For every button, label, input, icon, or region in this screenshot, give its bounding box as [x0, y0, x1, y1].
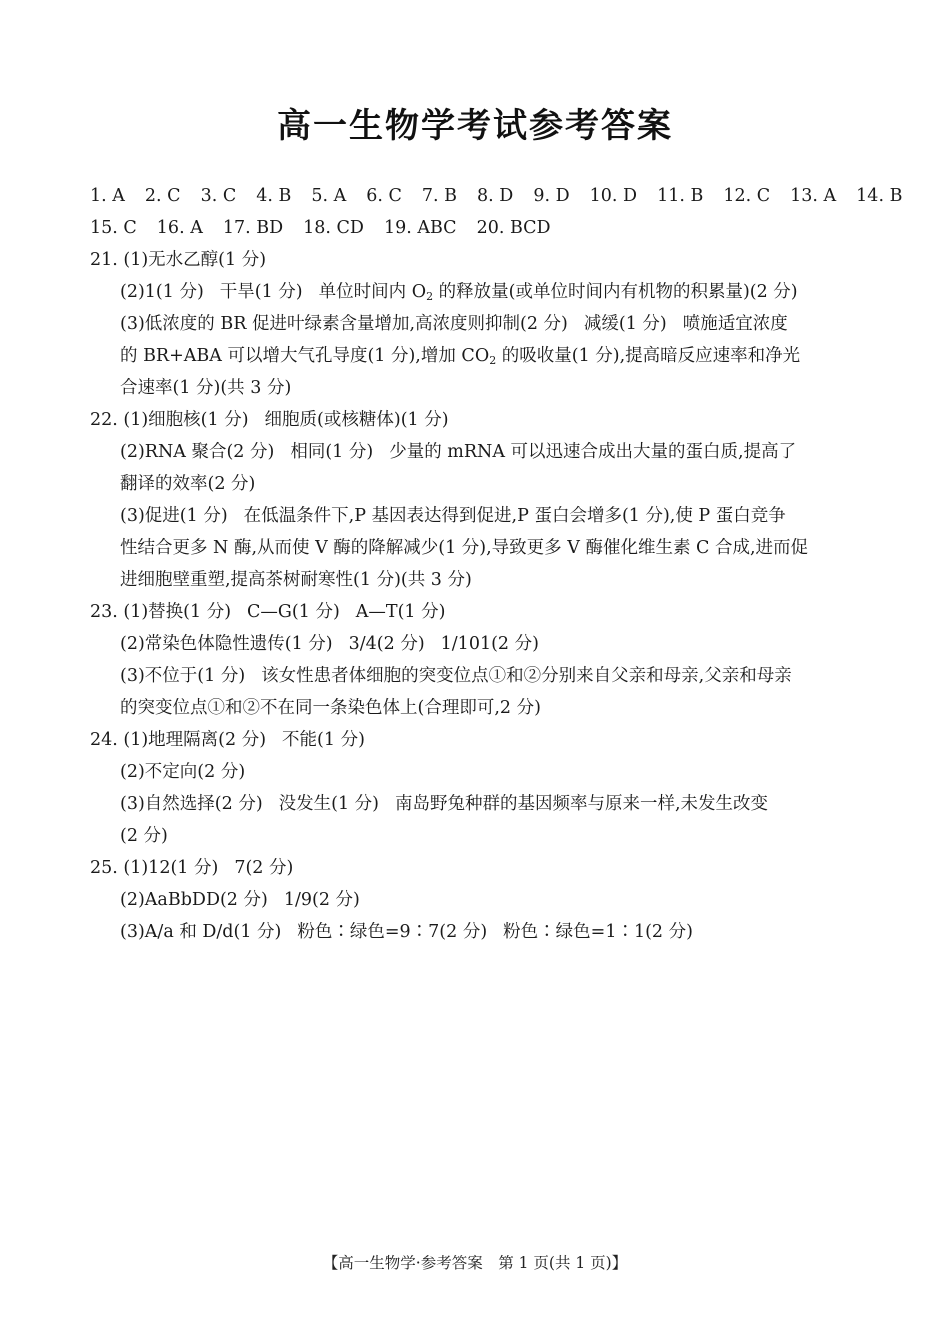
q25-part1-answer-a: 25. (1)12(1 分)	[90, 858, 219, 878]
q21-part3-line2	[90, 340, 865, 372]
q22-part3-line1	[90, 500, 865, 532]
q25-part2-answer-b: 1/9(2 分)	[283, 890, 360, 910]
mc-answer: 16. A	[156, 218, 203, 238]
q22-part1	[90, 404, 865, 436]
q25-part3	[90, 916, 865, 948]
subscript: 2	[489, 354, 497, 367]
q23-part3-line2: 的突变位点①和②不在同一条染色体上(合理即可,2 分)	[120, 698, 541, 718]
q21-part2	[90, 276, 865, 308]
q25-part2-answer-a: (2)AaBbDD(2 分)	[120, 890, 268, 910]
q23-part2-answer-a: (2)常染色体隐性遗传(1 分)	[120, 634, 333, 654]
mc-answer: 2. C	[144, 186, 181, 206]
mc-answer: 17. BD	[222, 218, 284, 238]
q21-part3-line3: 合速率(1 分)(共 3 分)	[120, 378, 292, 398]
mc-answer: 9. D	[533, 186, 570, 206]
q21-part2-answer-c	[319, 282, 798, 302]
q24-part3-answer-a: (3)自然选择(2 分)	[120, 794, 263, 814]
mc-answer: 14. B	[856, 186, 903, 206]
q24-part2: (2)不定向(2 分)	[120, 762, 246, 782]
q24-part1-answer-b: 不能(1 分)	[282, 730, 365, 750]
q22-part1-answer-a: 22. (1)细胞核(1 分)	[90, 410, 249, 430]
mc-answer: 5. A	[311, 186, 347, 206]
mc-answer: 18. CD	[303, 218, 364, 238]
q24-part1-answer-a: 24. (1)地理隔离(2 分)	[90, 730, 267, 750]
q22-part1-answer-b: 细胞质(或核糖体)(1 分)	[264, 410, 449, 430]
page-title: 高一生物学考试参考答案	[277, 106, 673, 146]
q25-part3-answer-b: 粉色∶绿色=9∶7(2 分)	[297, 922, 488, 942]
q22-part3-answer-b: 在低温条件下,P 基因表达得到促进,P 蛋白会增多(1 分),使 P 蛋白竞争	[243, 506, 786, 526]
q25-part2	[90, 884, 865, 916]
q23-part1-answer-b: C—G(1 分)	[247, 602, 340, 622]
q23-part2-answer-c: 1/101(2 分)	[440, 634, 539, 654]
text-segment: 单位时间内 O	[318, 282, 427, 302]
q25-part1-answer-b: 7(2 分)	[234, 858, 294, 878]
mc-answers-row-2	[90, 212, 865, 244]
mc-answers-row-1	[90, 180, 903, 212]
q22-part2-line2: 翻译的效率(2 分)	[120, 474, 256, 494]
q21-part2-answer-b: 干旱(1 分)	[219, 282, 303, 302]
q24-part1	[90, 724, 865, 756]
mc-answer: 19. ABC	[383, 218, 457, 238]
q21-part1: 21. (1)无水乙醇(1 分)	[90, 250, 267, 270]
q22-part3-line2: 性结合更多 N 酶,从而使 V 酶的降解减少(1 分),导致更多 V 酶催化维生素 C 合成,进而促	[120, 538, 809, 558]
q22-part2-line1	[90, 436, 865, 468]
q23-part1-answer-c: A—T(1 分)	[355, 602, 446, 622]
q22-part2-answer-b: 相同(1 分)	[290, 442, 374, 462]
q23-part1-answer-a: 23. (1)替换(1 分)	[90, 602, 232, 622]
q23-part2-answer-b: 3/4(2 分)	[348, 634, 425, 654]
q22-part2-answer-a: (2)RNA 聚合(2 分)	[120, 442, 275, 462]
q21-part2-answer-a: (2)1(1 分)	[120, 282, 204, 302]
q23-part3-line1	[90, 660, 865, 692]
page-footer: 【高一生物学·参考答案 第 1 页(共 1 页)】	[322, 1254, 628, 1272]
q25-part3-answer-c: 粉色∶绿色=1∶1(2 分)	[503, 922, 693, 942]
mc-answer: 11. B	[657, 186, 704, 206]
mc-answer: 7. B	[421, 186, 458, 206]
q25-part3-answer-a: (3)A/a 和 D/d(1 分)	[120, 922, 282, 942]
mc-answer: 6. C	[366, 186, 402, 206]
q24-part3-line1	[90, 788, 865, 820]
q23-part1	[90, 596, 865, 628]
q22-part2-answer-c: 少量的 mRNA 可以迅速合成出大量的蛋白质,提高了	[389, 442, 797, 462]
q24-part3-answer-b: 没发生(1 分)	[278, 794, 379, 814]
q23-part2	[90, 628, 865, 660]
q22-part3-answer-a: (3)促进(1 分)	[120, 506, 228, 526]
mc-answer: 12. C	[723, 186, 771, 206]
mc-answer: 3. C	[200, 186, 237, 206]
q22-part3-line3: 进细胞壁重塑,提高茶树耐寒性(1 分)(共 3 分)	[120, 570, 472, 590]
mc-answer: 4. B	[256, 186, 292, 206]
mc-answer: 8. D	[477, 186, 514, 206]
q23-part3-answer-a: (3)不位于(1 分)	[120, 666, 246, 686]
q21-part3-answer-c: 喷施适宜浓度	[682, 314, 788, 334]
mc-answer: 15. C	[90, 218, 137, 238]
q21-part3-answer-b: 减缓(1 分)	[583, 314, 667, 334]
q23-part3-answer-b: 该女性患者体细胞的突变位点①和②分别来自父亲和母亲,父亲和母亲	[261, 666, 792, 686]
mc-answer: 13. A	[790, 186, 837, 206]
mc-answer: 1. A	[90, 186, 125, 206]
answer-content	[90, 180, 903, 948]
q24-part3-answer-c: 南岛野兔种群的基因频率与原来一样,未发生改变	[395, 794, 769, 814]
mc-answer: 20. BCD	[476, 218, 551, 238]
text-segment: 的吸收量(1 分),提高暗反应速率和净光	[496, 346, 801, 366]
text-segment: 的释放量(或单位时间内有机物的积累量)(2 分)	[433, 282, 798, 302]
text-segment: 的 BR+ABA 可以增大气孔导度(1 分),增加 CO	[120, 346, 490, 366]
q21-part3-line1	[90, 308, 865, 340]
mc-answer: 10. D	[589, 186, 638, 206]
subscript: 2	[426, 290, 434, 303]
q21-part3-answer-a: (3)低浓度的 BR 促进叶绿素含量增加,高浓度则抑制(2 分)	[120, 314, 568, 334]
q24-part3-line2: (2 分)	[120, 826, 168, 846]
q25-part1	[90, 852, 865, 884]
